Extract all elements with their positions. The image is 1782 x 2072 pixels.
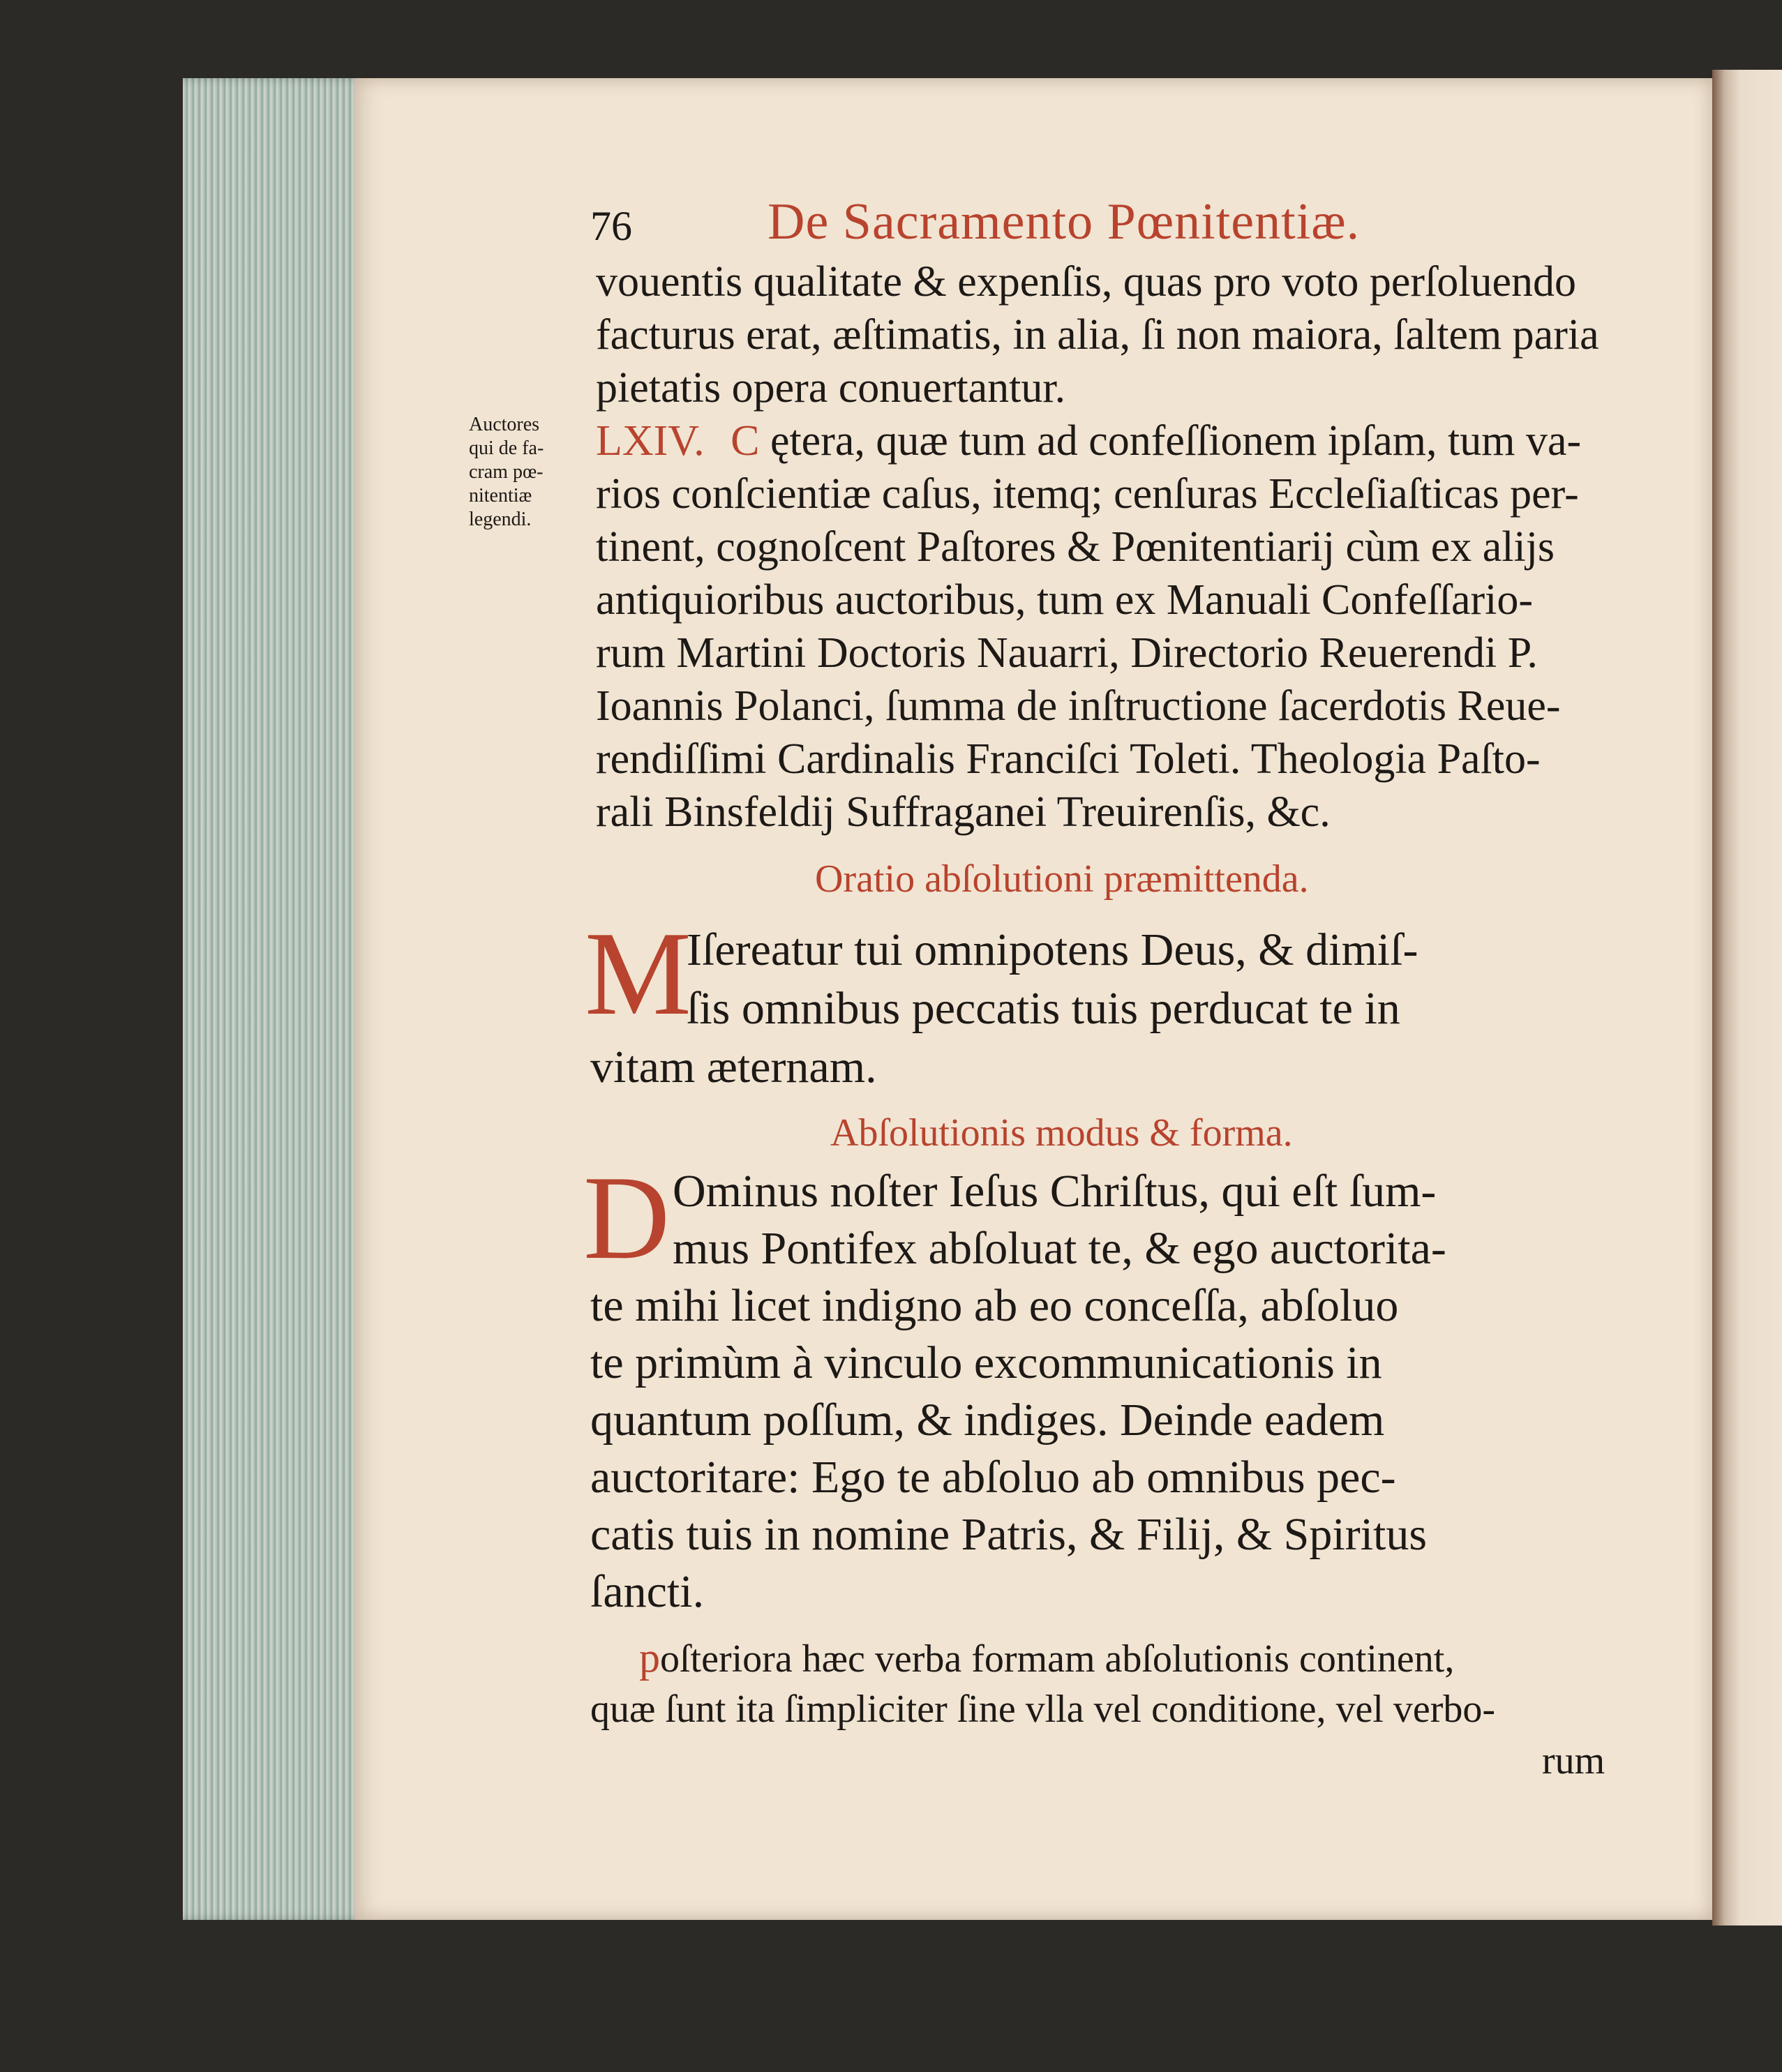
margin-note-line: legendi. [469,509,532,530]
oratio-line: vitam æternam. [590,1042,877,1093]
oratio-line: ſis omnibus peccatis tuis perducat te in [687,983,1400,1034]
catchword: rum [1542,1739,1605,1782]
forma-line: Ominus noſter Ieſus Chriſtus, qui eſt ſum- [673,1166,1437,1217]
forma-line: auctoritare: Ego te abſoluo ab omnibus pec- [590,1452,1396,1503]
forma-line: quantum poſſum, & indiges. Deinde eadem [590,1395,1385,1446]
body-line: rum Martini Doctoris Nauarri, Directorio Reuerendi P. [596,629,1538,677]
closing-line: quæ ſunt ita ſimpliciter ſine vlla vel conditione, vel verbo- [590,1688,1496,1731]
dropcap-d: D [583,1152,671,1284]
forma-line: te mihi licet indigno ab eo conceſſa, abſoluo [590,1280,1399,1331]
margin-note [469,413,544,532]
closing-initial: p [639,1635,660,1681]
forma-heading: Abſolutionis modus & forma. [830,1111,1293,1155]
oratio-heading: Oratio abſolutioni præmittenda. [815,857,1309,901]
margin-note-line: nitentiæ [469,485,532,506]
forma-line: mus Pontifex abſoluat te, & ego auctorita- [673,1223,1446,1274]
body-line: pietatis opera conuertantur. [596,364,1066,412]
body-line: Ioannis Polanci, ſumma de inſtructione ſacerdotis Reue- [596,682,1561,730]
section-line [596,414,1581,467]
page-number: 76 [590,203,632,249]
section-initial: C [731,417,760,465]
dropcap-m: M [585,908,691,1040]
forma-line: ſancti. [590,1566,705,1617]
body-line: ętera, quæ tum ad confeſſionem ipſam, tum va- [770,417,1582,465]
body-line: rendiſſimi Cardinalis Franciſci Toleti. Theologia Paſto- [596,735,1541,783]
closing-line [639,1631,1454,1686]
section-number: LXIV. [596,417,705,465]
closing-line-text: oſteriora hæc verba formam abſolutionis continent, [660,1637,1455,1681]
body-line: facturus erat, æſtimatis, in alia, ſi non maiora, ſaltem paria [596,311,1599,359]
margin-note-line: cram pœ- [469,461,544,483]
running-title: De Sacramento Pœnitentiæ. [768,193,1361,250]
margin-note-line: Auctores [469,414,540,435]
forma-line: catis tuis in nomine Patris, & Filij, & Spiritus [590,1509,1428,1560]
book-fore-edge [183,78,370,1920]
margin-note-line: qui de fa- [469,437,544,459]
body-line: antiquioribus auctoribus, tum ex Manuali Confeſſario- [596,576,1534,624]
forma-line: te primùm à vinculo excommunicationis in [590,1337,1382,1388]
body-line: rios conſcientiæ caſus, itemq; cenſuras Eccleſiaſticas per- [596,470,1579,518]
facing-page-edge [1712,70,1782,1925]
body-line: tinent, cognoſcent Paſtores & Pœnitentiarij cùm ex alijs [596,523,1555,571]
oratio-line: Iſereatur tui omnipotens Deus, & dimiſ- [687,924,1418,975]
body-line: vouentis qualitate & expenſis, quas pro voto perſoluendo [596,258,1577,306]
body-line: rali Binsfeldij Suffraganei Treuirenſis, &c. [596,788,1331,836]
